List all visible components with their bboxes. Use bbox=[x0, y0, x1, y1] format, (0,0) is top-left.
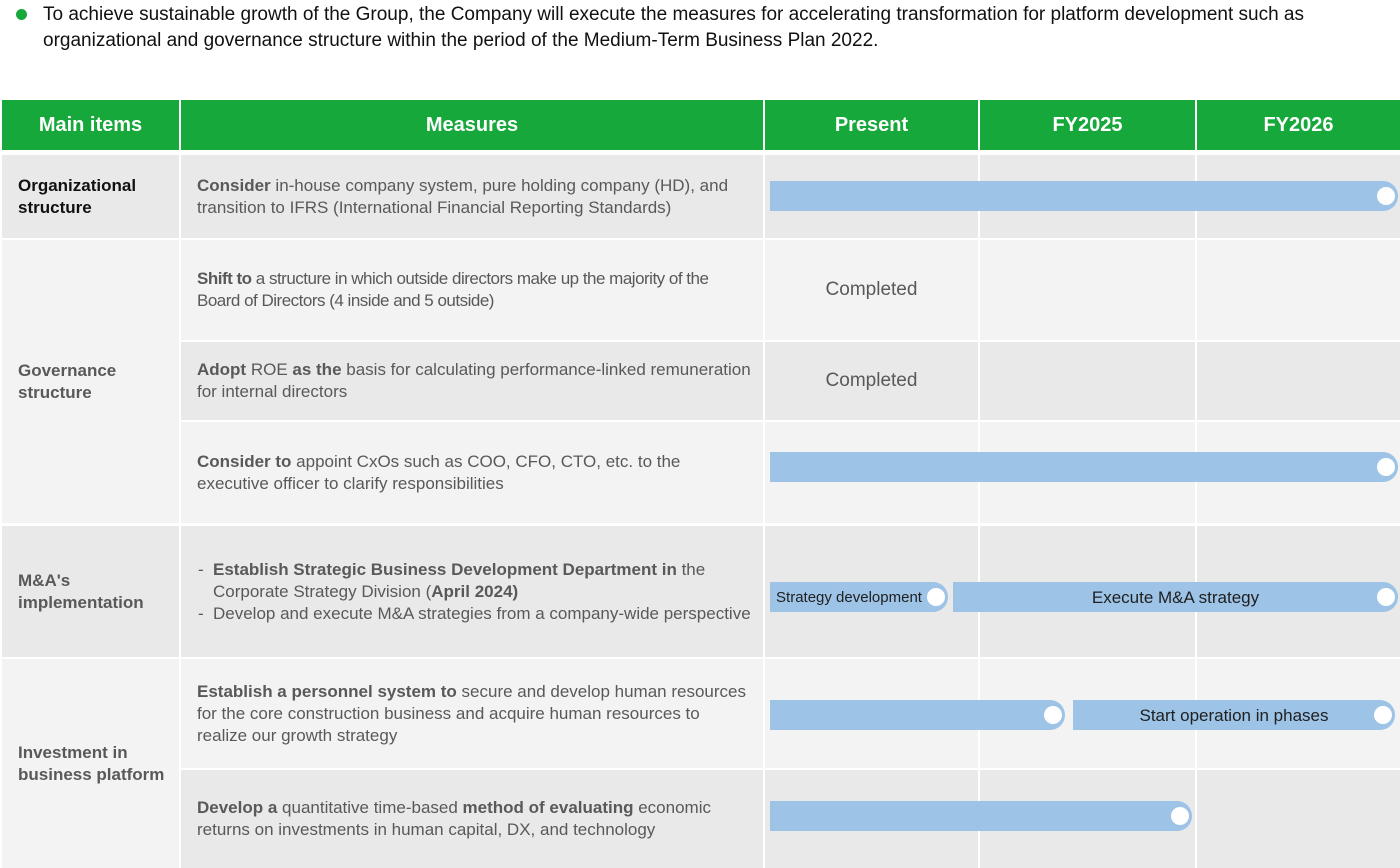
timeline-bar-inv-evaluate bbox=[770, 801, 1192, 831]
measure-bullet-list bbox=[197, 559, 753, 625]
measure-bold: Consider to bbox=[197, 451, 292, 471]
bar-end-circle-icon bbox=[1377, 458, 1395, 476]
header-fy2026: FY2026 bbox=[1197, 100, 1400, 150]
measure-bold: Adopt bbox=[197, 360, 247, 379]
list-item bbox=[197, 603, 753, 625]
measure-gov-cxo bbox=[181, 422, 763, 523]
item-governance-structure bbox=[2, 240, 179, 523]
measure-text: economic returns on investments in human capital, DX, and technology bbox=[197, 798, 711, 839]
item-label: Investment in business platform bbox=[18, 742, 165, 784]
bullet-dot-icon bbox=[16, 9, 27, 20]
timeline-gov-shift bbox=[980, 240, 1400, 340]
bar-label: Strategy development bbox=[776, 588, 922, 606]
measure-text: a structure in which outside directors make up the majority of the Board of Directors (4 inside and 5 outside) bbox=[197, 269, 709, 310]
timeline-bar-start-operation bbox=[1073, 700, 1395, 730]
timeline-bar-org bbox=[770, 181, 1398, 211]
header-fy2025: FY2025 bbox=[980, 100, 1195, 150]
bar-end-circle-icon bbox=[1377, 187, 1395, 205]
measure-inv-personnel bbox=[181, 659, 763, 768]
timeline-bar-gov-cxo bbox=[770, 452, 1398, 482]
header-present: Present bbox=[765, 100, 978, 150]
status-completed: Completed bbox=[765, 240, 978, 340]
measure-text: ROE bbox=[246, 360, 293, 379]
measure-text: secure and develop human resources for the core construction business and acquire human resources to realize our growth strategy bbox=[197, 681, 746, 745]
measure-text: appoint CxOs such as COO, CFO, CTO, etc. to the executive officer to clarify responsibilities bbox=[197, 451, 681, 493]
bar-end-circle-icon bbox=[1171, 807, 1189, 825]
status-completed: Completed bbox=[765, 342, 978, 420]
measure-org-consider bbox=[181, 155, 763, 238]
measure-text: the Corporate Strategy Division ( bbox=[213, 559, 706, 601]
measure-bold: Develop a bbox=[197, 798, 278, 817]
measure-ma bbox=[181, 526, 763, 657]
column-divider bbox=[1195, 155, 1197, 868]
measure-bold: Establish a personnel system to bbox=[197, 681, 457, 701]
measure-text: in-house company system, pure holding company (HD), and transition to IFRS (International Financial Reporting Standards) bbox=[197, 175, 729, 217]
list-item bbox=[197, 559, 753, 603]
measure-text: quantitative time-based bbox=[277, 798, 463, 817]
bar-end-circle-icon bbox=[927, 588, 945, 606]
measure-bold: Shift to bbox=[197, 269, 252, 288]
item-investment-business-platform bbox=[2, 659, 179, 868]
intro-text: To achieve sustainable growth of the Group, the Company will execute the measures for accelerating transformation for platform development such as organizational and governance structure within the period of the Medium-Term Business Plan 2022. bbox=[43, 4, 1304, 51]
timeline-bar-execute-ma bbox=[953, 582, 1398, 612]
item-label: Governance structure bbox=[18, 360, 117, 402]
timeline-bar-strategy-development bbox=[770, 582, 948, 612]
timeline-bar-personnel-design bbox=[770, 700, 1065, 730]
bar-label: Execute M&A strategy bbox=[1091, 587, 1260, 607]
intro-note bbox=[16, 2, 1396, 54]
header-measures: Measures bbox=[181, 100, 763, 150]
roadmap-table bbox=[0, 100, 1400, 868]
item-label: Organizational structure bbox=[18, 175, 137, 217]
bar-end-circle-icon bbox=[1044, 706, 1062, 724]
measure-gov-shift bbox=[181, 240, 763, 340]
header-main-items: Main items bbox=[2, 100, 179, 150]
measure-bold: April 2024) bbox=[431, 581, 519, 601]
measure-bold: Establish Strategic Business Development Department in bbox=[213, 559, 677, 579]
measure-text: basis for calculating performance-linked remuneration for internal directors bbox=[197, 360, 751, 401]
measure-bold: Consider bbox=[197, 175, 271, 195]
bar-end-circle-icon bbox=[1377, 588, 1395, 606]
item-label: M&A's implementation bbox=[18, 570, 144, 612]
measure-gov-adopt bbox=[181, 342, 763, 420]
bar-label: Start operation in phases bbox=[1139, 705, 1329, 725]
measure-bold: as the bbox=[292, 360, 342, 379]
measure-text: Develop and execute M&A strategies from a company-wide perspective bbox=[213, 603, 751, 623]
timeline-gov-adopt bbox=[980, 342, 1400, 420]
column-divider bbox=[978, 155, 980, 868]
measure-inv-evaluate bbox=[181, 770, 763, 868]
measure-bold: method of evaluating bbox=[462, 798, 634, 817]
item-organizational-structure bbox=[2, 155, 179, 238]
item-ma-implementation bbox=[2, 526, 179, 657]
bar-end-circle-icon bbox=[1374, 706, 1392, 724]
